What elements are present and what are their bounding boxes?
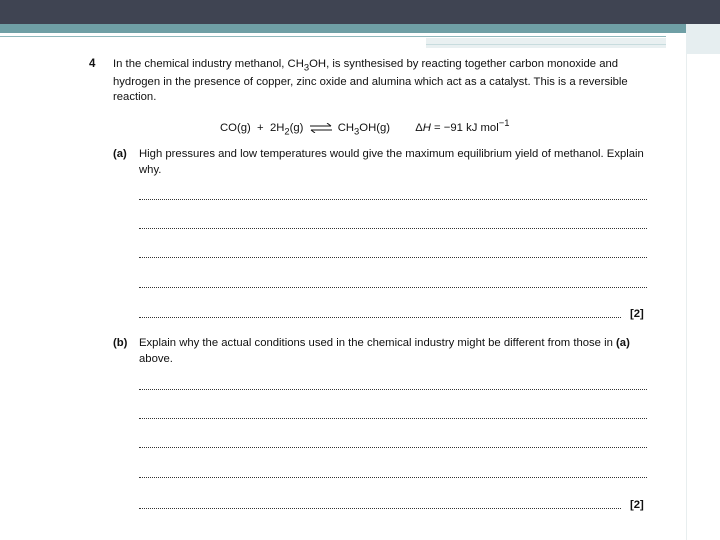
part-b-text-1: Explain why the actual conditions used in the chemical industry might be different from those in: [139, 337, 617, 349]
answer-line[interactable]: [139, 477, 647, 478]
part-a-label: (a): [113, 148, 127, 160]
delta-symbol: Δ: [415, 121, 423, 134]
part-a-text: High pressures and low temperatures would give the maximum equilibrium yield of methanol. Explain why.: [139, 148, 644, 176]
corner-decoration: [686, 24, 720, 54]
product-text: CH: [337, 121, 355, 134]
reactant-h2-state: (g): [289, 121, 304, 134]
answer-line[interactable]: [139, 257, 647, 258]
part-b-text: [139, 336, 659, 367]
answer-line[interactable]: [139, 228, 647, 229]
accent-box: [426, 38, 666, 48]
reactant-h2-sub: 2: [284, 125, 290, 137]
part-b-label: (b): [113, 337, 128, 349]
part-a-marks: [2]: [630, 308, 644, 320]
delta-unit-sup: −1: [498, 117, 510, 128]
accent-band: [0, 24, 720, 33]
equilibrium-arrow-icon: [309, 123, 333, 133]
product-sub: 3: [354, 125, 360, 137]
reaction-equation: [220, 117, 509, 136]
product-methanol: [337, 121, 391, 137]
answer-line[interactable]: [139, 418, 647, 419]
plus-sign: +: [257, 121, 264, 134]
delta-variable: H: [422, 121, 431, 134]
answer-line[interactable]: [139, 447, 647, 448]
accent-line: [0, 36, 666, 37]
question-stem: [113, 57, 658, 106]
enthalpy-change: [415, 117, 510, 134]
stem-text-1: In the chemical industry methanol, CH: [113, 58, 304, 70]
stem-subscript: 3: [303, 61, 310, 73]
reactant-co: CO(g): [220, 121, 251, 134]
product-rest: OH(g): [359, 121, 391, 134]
answer-line[interactable]: [139, 317, 621, 318]
part-b-reference: (a): [616, 337, 630, 349]
stem-text-2: OH, is synthesised by reacting together carbon monoxide and hydrogen in the presence of copper, zinc oxide and alumina which act as a catalyst. This is a reversible reaction.: [113, 58, 628, 104]
reactant-h2-text: 2H: [269, 121, 285, 134]
accent-line-secondary: [426, 44, 666, 45]
reactant-h2: [269, 121, 304, 137]
answer-line[interactable]: [139, 508, 621, 509]
part-b-text-2: above.: [139, 352, 173, 365]
answer-line[interactable]: [139, 199, 647, 200]
part-b-marks: [2]: [630, 499, 644, 511]
header-band: [0, 0, 720, 24]
page-edge: [686, 54, 687, 540]
question-number: 4: [89, 58, 96, 70]
answer-line[interactable]: [139, 287, 647, 288]
delta-value: = −91 kJ mol: [430, 121, 499, 134]
answer-line[interactable]: [139, 389, 647, 390]
